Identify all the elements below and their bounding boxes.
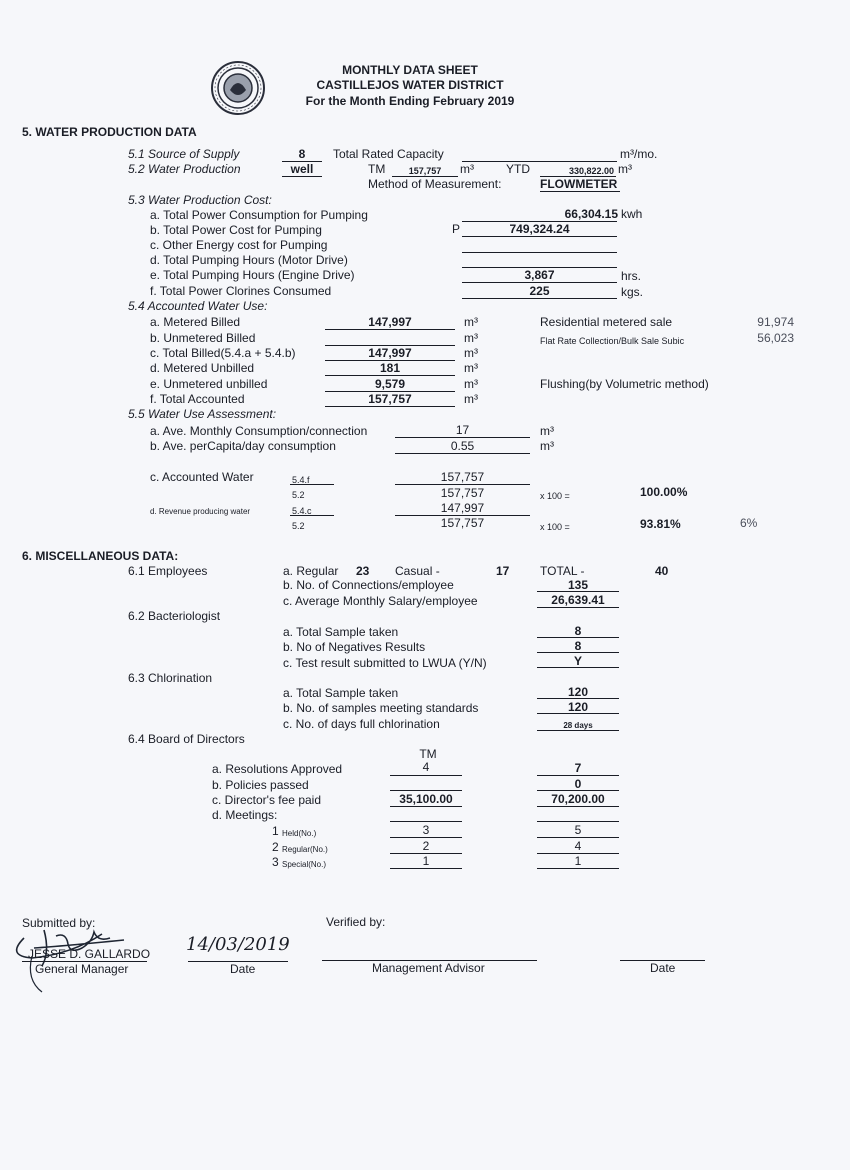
label-5-5: 5.5 Water Use Assessment: bbox=[128, 407, 277, 421]
signatory-position: General Manager bbox=[35, 962, 129, 976]
value-5-5b: 0.55 bbox=[450, 439, 475, 453]
revenue-extra: 6% bbox=[740, 516, 758, 530]
value-5-3e: 3,867 bbox=[524, 268, 555, 282]
label-capacity: Total Rated Capacity bbox=[333, 147, 444, 161]
label-5-2: 5.2 Water Production bbox=[128, 162, 241, 176]
value-5-4f: 157,757 bbox=[368, 392, 412, 406]
district-seal bbox=[210, 60, 266, 116]
value-5-4c: 147,997 bbox=[368, 346, 412, 360]
signatory-name: JESSE D. GALLARDO bbox=[28, 947, 151, 961]
date-label-2: Date bbox=[650, 961, 676, 975]
verified-by: Verified by: bbox=[326, 915, 386, 929]
period: For the Month Ending February 2019 bbox=[305, 94, 515, 108]
value-5-2: well bbox=[290, 162, 314, 176]
value-5-4a: 147,997 bbox=[368, 315, 412, 329]
value-5-3f: 225 bbox=[529, 284, 550, 298]
tm-production: 157,757 bbox=[408, 166, 442, 176]
value-5-4e: 9,579 bbox=[374, 377, 406, 391]
unit-capacity: m³/mo. bbox=[620, 147, 658, 161]
submitted-by: Submitted by: bbox=[22, 916, 96, 930]
value-5-4d: 181 bbox=[379, 361, 401, 375]
ytd-production: 330,822.00 bbox=[568, 166, 614, 176]
date-label: Date bbox=[230, 962, 256, 976]
doc-title: MONTHLY DATA SHEET bbox=[342, 63, 478, 77]
side-flushing: Flushing(by Volumetric method) bbox=[540, 377, 709, 391]
label-5-4: 5.4 Accounted Water Use: bbox=[128, 299, 268, 313]
management-advisor: Management Advisor bbox=[372, 961, 485, 975]
revenue-pct: 93.81% bbox=[640, 517, 681, 531]
handwritten-date: 14/03/2019 bbox=[186, 934, 290, 955]
section-5-heading: 5. WATER PRODUCTION DATA bbox=[22, 125, 197, 139]
label-5-1: 5.1 Source of Supply bbox=[128, 147, 240, 161]
value-5-3a: 66,304.15 bbox=[564, 207, 618, 221]
section-6-heading: 6. MISCELLANEOUS DATA: bbox=[22, 549, 179, 563]
label-method: Method of Measurement: bbox=[368, 177, 502, 191]
value-method: FLOWMETER bbox=[540, 177, 618, 191]
value-5-1: 8 bbox=[298, 147, 306, 161]
value-5-3b: 749,324.24 bbox=[509, 222, 570, 236]
side-residential: Residential metered sale bbox=[540, 315, 673, 329]
value-5-5a: 17 bbox=[455, 423, 470, 437]
org-name: CASTILLEJOS WATER DISTRICT bbox=[316, 78, 504, 92]
side-residential-val: 91,974 bbox=[757, 315, 794, 329]
side-flatrate: Flat Rate Collection/Bulk Sale Subic bbox=[540, 336, 685, 346]
label-5-3: 5.3 Water Production Cost: bbox=[128, 193, 272, 207]
side-flatrate-val: 56,023 bbox=[757, 331, 794, 345]
accounted-pct: 100.00% bbox=[640, 485, 688, 499]
